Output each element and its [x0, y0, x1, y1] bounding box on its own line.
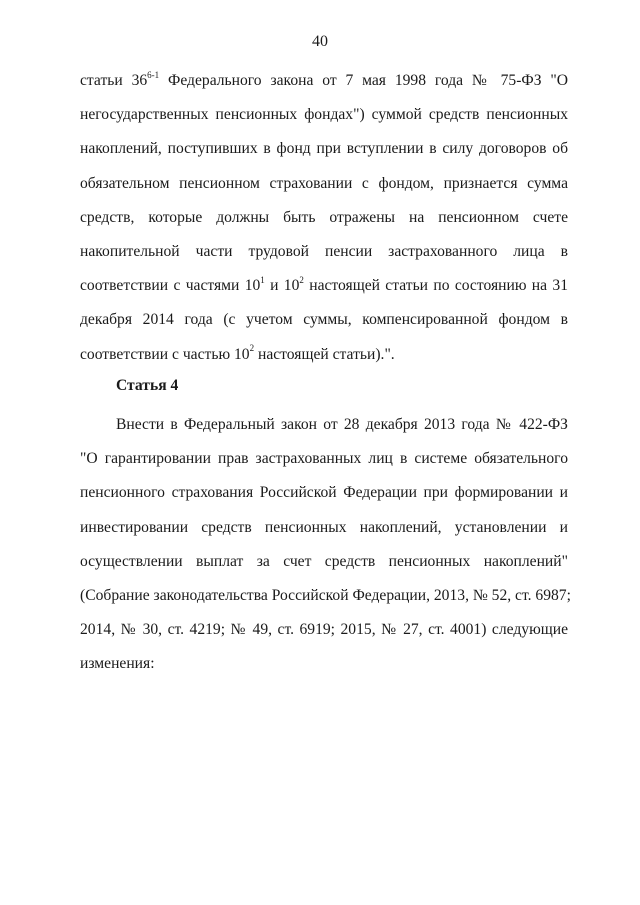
- text-line: 2014, № 30, ст. 4219; № 49, ст. 6919; 2015, № 27, ст. 4001) следующие: [80, 621, 568, 639]
- superscript: 2: [249, 343, 255, 354]
- text-line: декабря 2014 года (с учетом суммы, компенсированной фондом в: [80, 311, 568, 329]
- text-span: соответствии с частью 10: [80, 345, 250, 363]
- text-line: накоплений, поступивших в фонд при вступлении в силу договоров об: [80, 140, 568, 158]
- text-line: средств, которые должны быть отражены на пенсионном счете: [80, 208, 568, 226]
- text-span: настоящей статьи по состоянию на 31: [303, 277, 568, 295]
- superscript: 1: [260, 274, 265, 285]
- paragraph-article-3-continuation: [80, 64, 568, 372]
- text-line: накопительной части трудовой пенсии застрахованного лица в: [80, 242, 568, 260]
- article-heading: Статья 4: [116, 377, 179, 394]
- text-line: Внести в Федеральный закон от 28 декабря 2013 года № 422-ФЗ: [116, 416, 568, 433]
- text-line: осуществлении выплат за счет средств пенсионных накоплений": [80, 552, 568, 570]
- paragraph-article-4: [80, 408, 571, 682]
- text-span: и 10: [264, 277, 300, 295]
- text-line: [80, 64, 568, 98]
- superscript: 6-1: [147, 69, 160, 80]
- text-line: "О гарантировании прав застрахованных лиц в системе обязательного: [80, 450, 568, 468]
- text-span: Федерального закона от 7 мая 1998 года № 75-ФЗ "О: [159, 72, 568, 89]
- text-line: [80, 269, 568, 303]
- text-line: инвестировании средств пенсионных накоплений, установлении и: [80, 518, 568, 536]
- text-line: изменения:: [80, 655, 155, 673]
- text-line: [80, 338, 568, 372]
- text-span: соответствии с частями 10: [80, 277, 261, 295]
- page-number: 40: [312, 33, 328, 50]
- text-line: (Собрание законодательства Российской Федерации, 2013, № 52, ст. 6987;: [80, 586, 571, 604]
- text-span: настоящей статьи).".: [254, 345, 395, 363]
- superscript: 2: [299, 274, 304, 285]
- text-span: статьи 36: [80, 72, 148, 89]
- text-line: обязательном пенсионном страховании с фондом, признается сумма: [80, 174, 568, 192]
- text-line: негосударственных пенсионных фондах") суммой средств пенсионных: [80, 106, 568, 124]
- text-line: пенсионного страхования Российской Федерации при формировании и: [80, 484, 568, 502]
